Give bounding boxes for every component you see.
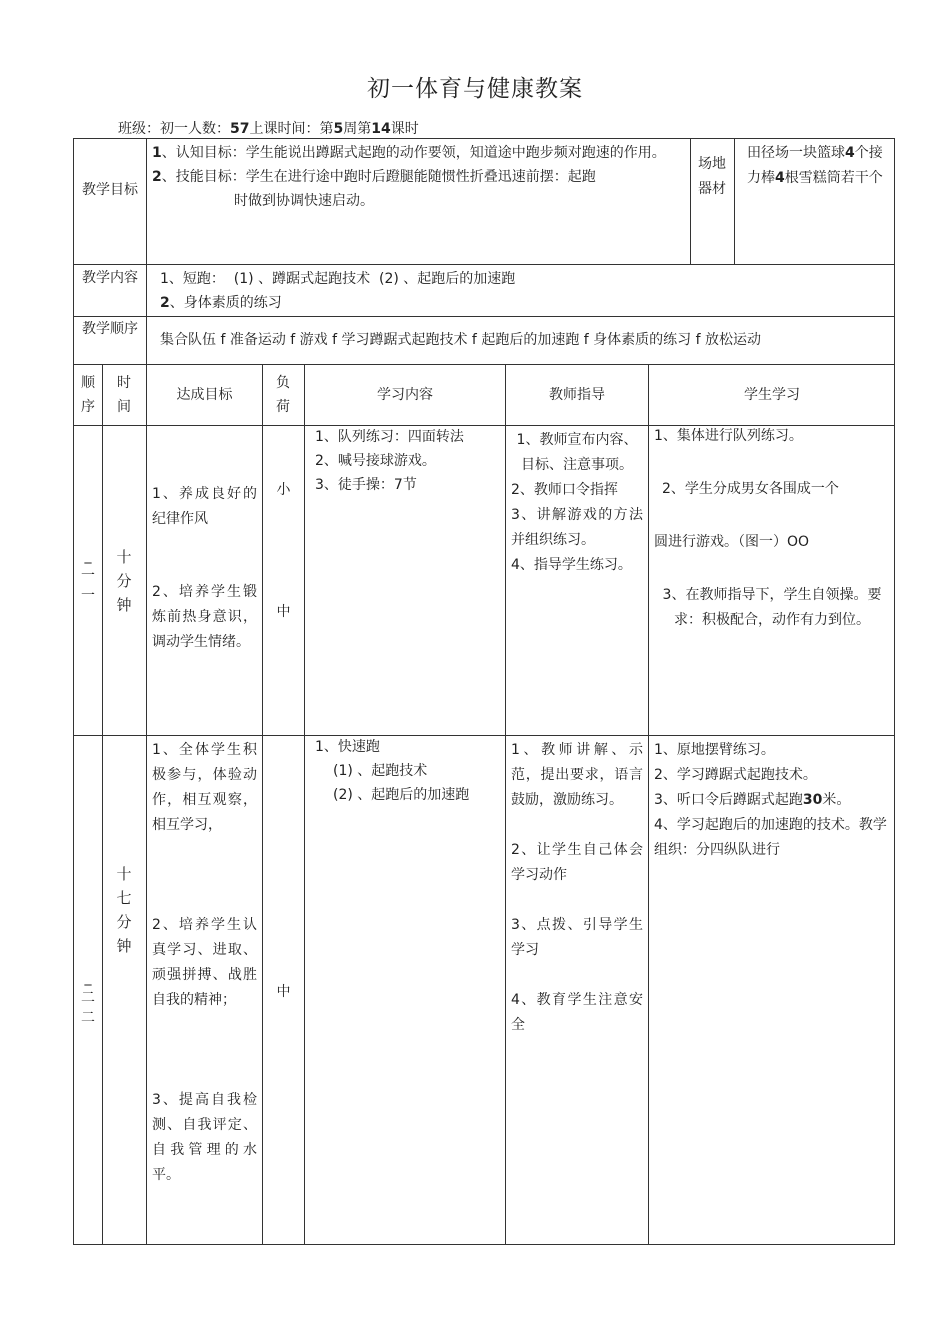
order-text: 集合队伍 f 准备运动 f 游戏 f 学习蹲踞式起跑技术 f 起跑后的加速跑 f 身体素质的练习 f 放松运动 <box>160 332 761 348</box>
col-header-student: 学生学习 <box>744 387 800 403</box>
section1-time: 十 分 钟 <box>116 548 132 614</box>
col-divider <box>734 138 735 264</box>
venue-text: 田径场一块篮球4个接力棒4根雪糕筒若干个 <box>747 145 883 186</box>
section1-load-1: 小 <box>276 482 291 498</box>
content-label: 教学内容 <box>82 270 138 286</box>
section2-goal-3: 3、提高自我检测、自我评定、自我管理的水平。 <box>152 1092 257 1183</box>
col-header-load: 负荷 <box>276 375 290 415</box>
col-divider <box>505 364 506 1245</box>
section2-student: 1、原地摆臂练习。 2、学习蹲踞式起跑技术。 3、听口令后蹲踞式起跑30米。 4、学习起跑后的加速跑的技术。教学组织：分四纵队进行 <box>654 742 887 858</box>
section2-teacher: 1、教师讲解、示范，提出要求，语言鼓励，激励练习。 2、让学生自己体会学习动作 3、点拨、引导学生学习 4、教育学生注意安全 <box>511 742 643 1033</box>
section1-seq: _ 一 一 <box>81 548 95 604</box>
section1-load-2: 中 <box>276 604 291 620</box>
order-label: 教学顺序 <box>82 321 138 337</box>
section2-load: 中 <box>276 984 291 1000</box>
objective-cognitive: 1、认知目标：学生能说出蹲踞式起跑的动作要领，知道途中跑步频对跑速的作用。 <box>152 145 666 161</box>
section1-content: 1、队列练习：四面转法 2、喊号接球游戏。 3、徒手操：7节 <box>315 429 464 493</box>
page-title: 初一体育与健康教案 <box>367 76 583 102</box>
objectives-label: 教学目标 <box>82 182 138 198</box>
class-info: 班级：初一人数：57上课时间：第5周第14课时 <box>118 121 419 137</box>
section2-goal-1: 1、全体学生积极参与，体验动作，相互观察，相互学习， <box>152 742 257 833</box>
col-header-teacher: 教师指导 <box>549 387 605 403</box>
section1-teacher: 1、教师宣布内容、目标、注意事项。 2、教师口令指挥 3、讲解游戏的方法并组织练习。 4、指导学生练习。 <box>511 432 643 573</box>
section1-student: 1、集体进行队列练习。 2、学生分成男女各围成一个 圆进行游戏。（图一）OO 3、在教师指导下，学生自领操。要求：积极配合，动作有力到位。 <box>654 428 882 628</box>
row-divider <box>73 264 895 265</box>
section1-goal-1: 1、养成良好的纪律作风 <box>152 486 257 527</box>
objectives-text <box>152 141 682 213</box>
col-divider <box>304 364 305 1245</box>
section2-time: 十 七 分 钟 <box>116 865 132 955</box>
row-divider <box>73 364 895 365</box>
col-divider <box>146 138 147 365</box>
section2-goal-2: 2、培养学生认真学习、进取、顽强拼搏、战胜自我的精神； <box>152 917 257 1008</box>
col-divider <box>648 364 649 1245</box>
col-divider <box>690 138 691 264</box>
content-text: 1、短跑： (1) 、蹲踞式起跑技术 (2) 、起跑后的加速跑 2、身体素质的练习 <box>160 271 516 311</box>
col-divider <box>146 364 147 1245</box>
col-header-content: 学习内容 <box>377 387 433 403</box>
venue-label: 场地器材 <box>698 156 726 197</box>
col-divider <box>102 364 103 1245</box>
objective-skill-cont: 时做到协调快速启动。 <box>234 193 374 209</box>
section2-content: 1、快速跑 (1) 、起跑技术 (2) 、起跑后的加速跑 <box>315 739 470 803</box>
row-divider <box>73 316 895 317</box>
col-header-time: 时间 <box>117 375 131 415</box>
section2-seq: _ 二 二 <box>81 970 95 1026</box>
col-header-goal: 达成目标 <box>176 387 233 403</box>
objective-skill: 2、技能目标：学生在进行途中跑时后蹬腿能随惯性折叠迅速前摆：起跑 <box>152 169 596 185</box>
col-header-seq: 顺序 <box>81 375 95 415</box>
section1-goal-2: 2、培养学生锻炼前热身意识，调动学生情绪。 <box>152 584 257 650</box>
